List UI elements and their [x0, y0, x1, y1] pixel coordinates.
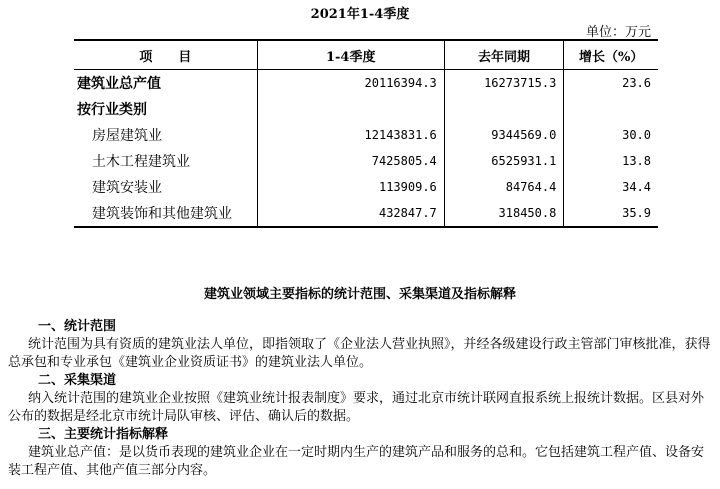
row-growth-value: 30.0 [564, 122, 658, 148]
row-label: 按行业类别 [77, 102, 147, 118]
section-text: 统计范围为具有资质的建筑业法人单位，即指领取了《企业法人营业执照》，并经各级建设行政主管部门审核批准，获得总承包和专业承包《建筑业企业资质证书》的建筑业法人单位。 [8, 337, 711, 370]
unit-label: 单位：万元 [585, 25, 651, 40]
row-label: 建筑业总产值 [77, 76, 161, 92]
row-q-value: 20116394.3 [257, 70, 444, 97]
section-heading: 二、采集渠道 [38, 373, 117, 388]
section-text: 纳入统计范围的建筑业企业按照《建筑业统计报表制度》要求，通过北京市统计联网直报系统上报统计数据。区县对外公布的数据是经北京市统计局队审核、评估、确认后的数据。 [8, 391, 705, 424]
row-prev-value: 84764.4 [444, 174, 564, 200]
row-q-value: 12143831.6 [257, 122, 444, 148]
row-label: 建筑安装业 [92, 180, 162, 196]
row-q-value: 113909.6 [257, 174, 444, 200]
row-growth-value: 34.4 [564, 174, 658, 200]
header-q1-4: 1-4季度 [257, 40, 444, 70]
table-row [74, 122, 658, 148]
notes-title: 建筑业领域主要指标的统计范围、采集渠道及指标解释 [203, 287, 516, 302]
table-header-row [74, 40, 658, 70]
row-prev-value: 9344569.0 [444, 122, 564, 148]
notes-body [8, 318, 714, 480]
table-row [74, 148, 658, 174]
section-heading: 三、主要统计指标解释 [38, 427, 169, 442]
table-row [74, 70, 658, 97]
table-caption: 2021年1-4季度 [310, 7, 410, 22]
row-growth-value: 35.9 [564, 200, 658, 227]
row-q-value [257, 96, 444, 122]
row-prev-value: 318450.8 [444, 200, 564, 227]
table-row [74, 96, 658, 122]
table-row [74, 200, 658, 227]
section-text: 建筑业总产值：是以货币表现的建筑业企业在一定时期内生产的建筑产品和服务的总和。它包括建筑工程产值、设备安装工程产值、其他产值三部分内容。 [8, 445, 705, 478]
row-label: 建筑装饰和其他建筑业 [74, 200, 257, 227]
header-prev-year: 去年同期 [444, 40, 564, 70]
row-prev-value: 6525931.1 [444, 148, 564, 174]
row-q-value: 7425805.4 [257, 148, 444, 174]
header-growth: 增长（%） [564, 40, 658, 70]
row-growth-value: 23.6 [564, 70, 658, 97]
table-row [74, 174, 658, 200]
row-prev-value [444, 96, 564, 122]
row-label: 土木工程建筑业 [92, 154, 190, 170]
row-q-value: 432847.7 [257, 200, 444, 227]
section-heading: 一、统计范围 [38, 319, 117, 334]
row-growth-value [564, 96, 658, 122]
row-growth-value: 13.8 [564, 148, 658, 174]
row-prev-value: 16273715.3 [444, 70, 564, 97]
header-item: 项 目 [74, 40, 257, 70]
statistics-table [74, 39, 658, 228]
row-label: 房屋建筑业 [92, 128, 162, 144]
